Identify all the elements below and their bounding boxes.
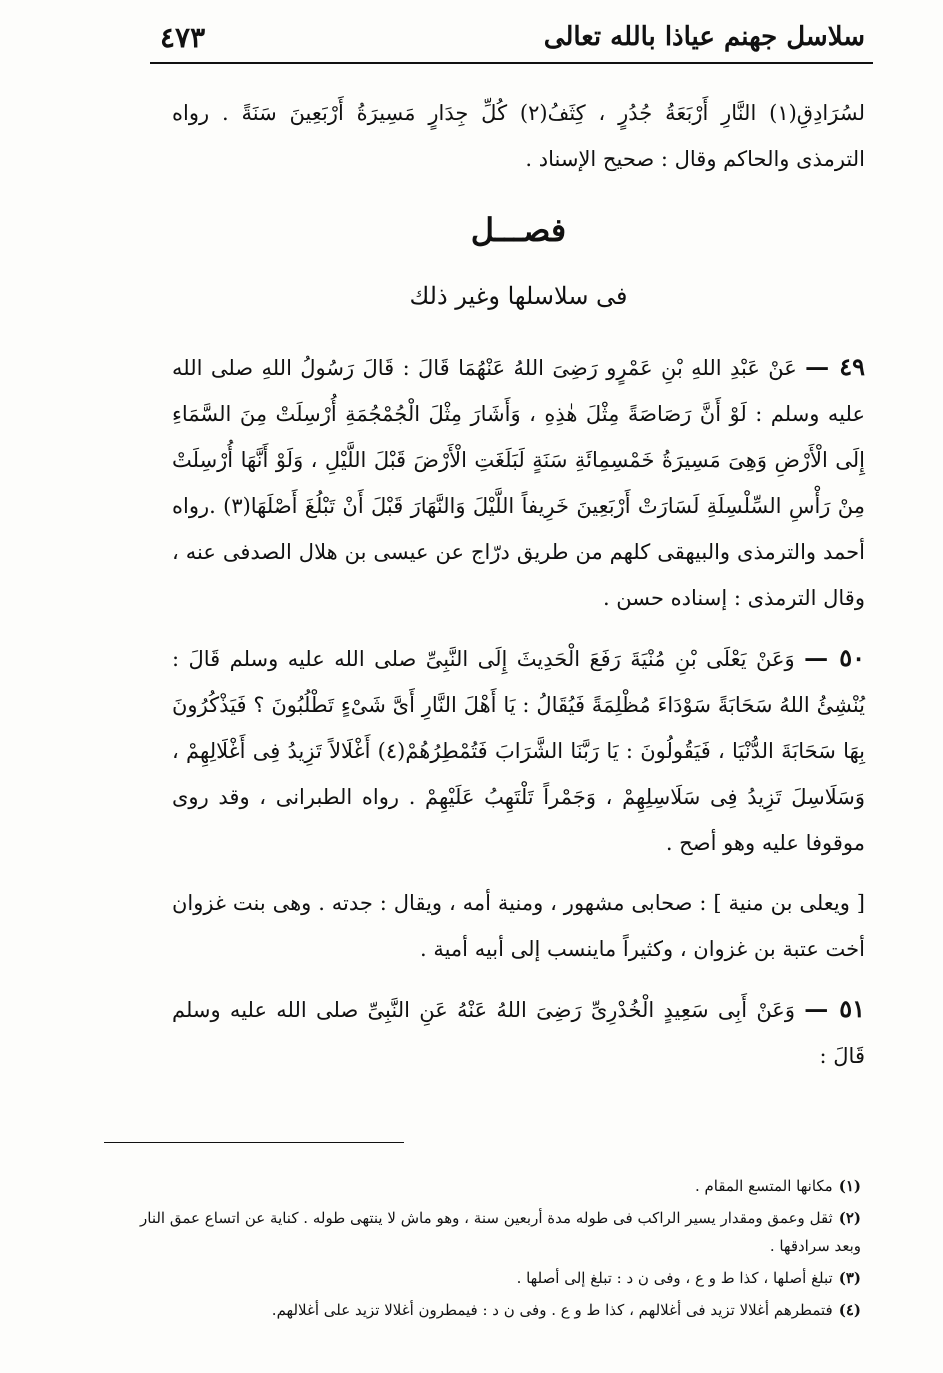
- footnote-3: [140, 1264, 861, 1292]
- hadith-number: ٥٠ —: [804, 643, 865, 672]
- footnote-text: فتمطرهم أغلالا تزيد فى أغلالهم ، كذا ط و ع . وفى ن د : فيمطرون أغلالا تزيد على أغلالهم.: [271, 1301, 833, 1319]
- footnote-1: [140, 1172, 861, 1200]
- page-number: ٤٧٣: [160, 20, 206, 54]
- footnotes: [140, 1172, 861, 1328]
- section-subtitle: فى سلاسلها وغير ذلك: [409, 282, 628, 310]
- footnote-rule: [104, 1142, 404, 1143]
- narrator-note: [ ويعلى بن منية ] : صحابى مشهور ، ومنية أمه ، ويقال : جدته . وهى بنت غزوان أخت عتبة بن غزوان ، وكثيراً ماينسب إلى أبيه أمية .: [172, 891, 865, 961]
- hadith-text: عَنْ عَبْدِ اللهِ بْنِ عَمْرٍو رَضِىَ اللهُ عَنْهُمَا قَالَ : قَالَ رَسُولُ اللهِ صلى الله عليه وسلم : لَوْ أَنَّ رَصَاصَةً مِثْلَ هٰذِهِ ، وَأَشَارَ مِثْلَ الْجُمْجُمَةِ أُرْسِلَتْ مِنَ السَّمَاءِ إِلَى الْأَرْضِ وَهِىَ مَسِيرَةُ خَمْسِمِائَةِ سَنَةٍ لَبَلَغَتِ الْأَرْضَ قَبْلَ اللَّيْلِ ، وَلَوْ أَنَّهَا أُرْسِلَتْ مِنْ رَأْسِ السِّلْسِلَةِ لَسَارَتْ أَرْبَعِينَ خَرِيفاً اللَّيْلَ وَالنَّهَارَ قَبْلَ أَنْ تَبْلُغَ أَصْلَهَا(٣) .رواه أحمد والترمذى والبيهقى كلهم من طريق درّاج عن عيسى بن هلال الصدفى عنه ، وقال الترمذى : إسناده حسن .: [172, 356, 865, 610]
- hadith-number: ٤٩ —: [805, 352, 865, 381]
- footnote-mark: (٤): [838, 1301, 861, 1319]
- footnote-text: مكانها المتسع المقام .: [694, 1177, 833, 1195]
- hadith-number: ٥١ —: [804, 994, 865, 1023]
- footnote-text: ثقل وعمق ومقدار يسير الراكب فى طوله مدة أربعين سنة ، وهو ماش لا ينتهى طوله . كناية عن اتساع عمق النار وبعد سرادقها .: [140, 1209, 861, 1255]
- footnote-mark: (١): [838, 1177, 861, 1195]
- footnote-mark: (٢): [838, 1209, 861, 1227]
- footnote-text: تبلغ أصلها ، كذا ط و ع ، وفى ن د : تبلغ إلى أصلها .: [516, 1269, 833, 1287]
- hadith-50: [172, 635, 865, 866]
- hadith-49: [172, 344, 865, 621]
- header-rule: [150, 62, 873, 64]
- hadith-51: [172, 986, 865, 1079]
- intro-paragraph: لسُرَادِقِ(١) النَّارِ أَرْبَعَةُ جُدُرٍ ، كِثَفُ(٢) كُلِّ جِدَارٍ مَسِيرَةُ أَرْبَعِينَ سَنَةً . رواه الترمذى والحاكم وقال : صحيح الإسناد .: [172, 101, 865, 171]
- section-title: فصـــل: [470, 211, 567, 249]
- hadith-text: وَعَنْ أَبِى سَعِيدٍ الْخُدْرِىِّ رَضِىَ اللهُ عَنْهُ عَنِ النَّبِىِّ صلى الله عليه وسلم قَالَ :: [172, 998, 865, 1068]
- footnote-2: [140, 1204, 861, 1260]
- running-title: سلاسل جهنم عياذا بالله تعالى: [543, 22, 865, 52]
- footnote-mark: (٣): [838, 1269, 861, 1287]
- footnote-4: [140, 1296, 861, 1324]
- page-header: [160, 14, 865, 60]
- main-text: [172, 90, 865, 1093]
- hadith-text: وَعَنْ يَعْلَى بْنِ مُنْيَةَ رَفَعَ الْحَدِيثَ إِلَى النَّبِىِّ صلى الله عليه وسلم قَالَ : يُنْشِئُ اللهُ سَحَابَةً سَوْدَاءَ مُظْلِمَةً فَيُقَالُ : يَا أَهْلَ النَّارِ أَىَّ شَىْءٍ تَطْلُبُونَ ؟ فَيَذْكُرُونَ بِهَا سَحَابَةَ الدُّنْيَا ، فَيَقُولُونَ : يَا رَبَّنَا الشَّرَابَ فَتُمْطِرُهُمْ(٤) أَغْلَالاً تَزِيدُ فِى أَغْلَالِهِمْ ، وَسَلَاسِلَ تَزِيدُ فِى سَلَاسِلِهِمْ ، وَجَمْراً تَلْتَهِبُ عَلَيْهِمْ . رواه الطبرانى ، وقد روى موقوفا عليه وهو أصح .: [172, 647, 865, 855]
